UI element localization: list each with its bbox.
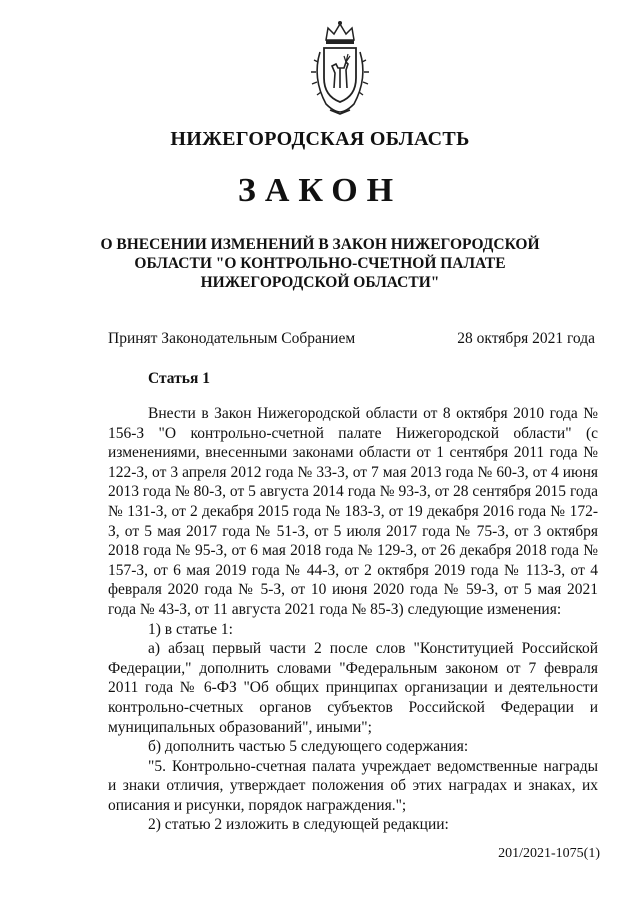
- law-title-line: НИЖЕГОРОДСКОЙ ОБЛАСТИ": [200, 274, 440, 291]
- paragraph: б) дополнить частью 5 следующего содержания:: [148, 738, 469, 756]
- article-heading: Статья 1: [148, 370, 210, 387]
- law-title-line: ОБЛАСТИ "О КОНТРОЛЬНО-СЧЕТНОЙ ПАЛАТЕ: [134, 255, 506, 272]
- paragraph: Внести в Закон Нижегородской области от 8 октября 2010 года № 156-З "О контрольно-счетной палате Нижегородской области" (с изменениями, внесенными законами области от 1 сентября 2011 года № 122-З, от 3 апреля 2012 года № 33-З, от 7 мая 2013 года № 60-З, от 4 июня 2013 года № 80-З, от 5 августа 2014 года № 93-З, от 28 сентября 2015 года № 131-З, от 2 декабря 2015 года № 183-З, от 19 декабря 2016 года № 172-З, от 5 мая 2017 года № 51-З, от 5 июля 2017 года № 75-З, от 3 октября 2018 года № 95-З, от 6 мая 2018 года № 129-З, от 26 декабря 2018 года № 157-З, от 6 мая 2019 года № 44-З, от 2 октября 2019 года № 113-З, от 4 февраля 2020 года № 5-З, от 10 июня 2020 года № 59-З, от 5 мая 2021 года № 43-З, от 11 августа 2021 года № 85-З) следующие изменения:: [108, 405, 598, 618]
- adoption-date: 28 октября 2021 года: [457, 330, 595, 347]
- law-title-line: О ВНЕСЕНИИ ИЗМЕНЕНИЙ В ЗАКОН НИЖЕГОРОДСКОЙ: [100, 236, 540, 253]
- paragraph: 2) статью 2 изложить в следующей редакции:: [148, 816, 449, 834]
- law-title: [90, 235, 550, 292]
- article-body: [108, 404, 598, 835]
- document-registration-code: 201/2021-1075(1): [498, 846, 600, 861]
- paragraph: а) абзац первый части 2 после слов "Конституцией Российской Федерации," дополнить словами "Федеральным законом от 7 февраля 2011 года № 6-ФЗ "Об общих принципах организации и деятельности контрольно-счетных органов субъектов Российской Федерации и муниципальных образований", иными";: [108, 640, 598, 736]
- region-name: НИЖЕГОРОДСКАЯ ОБЛАСТЬ: [170, 128, 470, 150]
- coat-of-arms-icon: [304, 18, 376, 116]
- document-type: ЗАКОН: [237, 172, 403, 209]
- adopted-by: Принят Законодательным Собранием: [108, 330, 356, 347]
- paragraph: "5. Контрольно-счетная палата учреждает ведомственные награды и знаки отличия, утверждает положения об этих наградах и знаках, их описания и рисунки, порядок награждения.";: [108, 757, 598, 814]
- paragraph: 1) в статье 1:: [148, 620, 233, 638]
